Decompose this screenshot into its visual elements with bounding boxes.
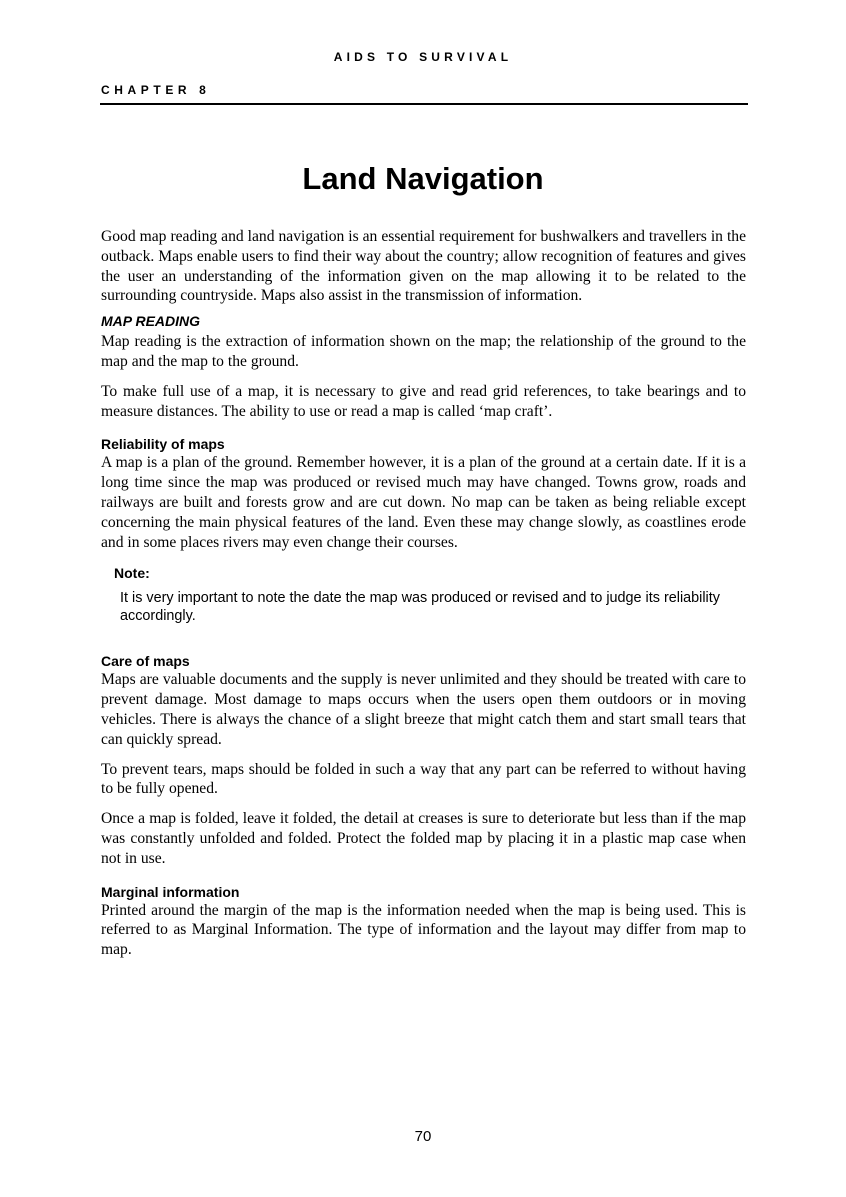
reliability-paragraph: A map is a plan of the ground. Remember however, it is a plan of the ground at a certain date. If it is a long time since the map was produced or revised much may have changed. Towns grow, roads and railways are built and forests grow and are cut down. No map can be taken as being reliable except concerning the main physical features of the land. Even these may change slowly, as coastlines erode and in some places rivers may even change their courses. xyxy=(101,454,746,551)
marginal-heading: Marginal information xyxy=(101,883,240,900)
reliability-heading: Reliability of maps xyxy=(101,436,225,453)
note-label: Note: xyxy=(114,565,150,582)
map-reading-paragraph-2: To make full use of a map, it is necessary to give and read grid references, to take bearings and to measure distances. The ability to use or read a map is called ‘map craft’. xyxy=(101,382,746,420)
header-rule xyxy=(100,103,748,105)
note-box xyxy=(114,564,746,625)
intro-paragraph: Good map reading and land navigation is an essential requirement for bushwalkers and travellers in the outback. Maps enable users to find their way about the country; allow recognition of features and gives the user an understanding of the information given on the map allowing it to be related to the surrounding countryside. Maps also assist in the transmission of information. xyxy=(101,228,746,305)
page-title: Land Navigation xyxy=(302,161,544,196)
care-paragraph-3: Once a map is folded, leave it folded, the detail at creases is sure to deteriorate but less than if the map was constantly unfolded and folded. Protect the folded map by placing it in a plastic map case when not in use. xyxy=(101,810,746,867)
map-reading-heading: MAP READING xyxy=(101,313,201,330)
page-number: 70 xyxy=(414,1128,432,1145)
running-header: AIDS TO SURVIVAL xyxy=(333,50,513,64)
marginal-paragraph: Printed around the margin of the map is the information needed when the map is being used. This is referred to as Marginal Information. The type of information and the layout may differ from map to map. xyxy=(101,901,746,959)
care-paragraph-1: Maps are valuable documents and the supply is never unlimited and they should be treated with care to prevent damage. Most damage to maps occurs when the users open them outdoors or in moving vehicles. There is always the chance of a slight breeze that might catch them and start small tears that can quickly spread. xyxy=(101,671,746,748)
chapter-label: CHAPTER 8 xyxy=(101,83,211,97)
map-reading-paragraph-1: Map reading is the extraction of information shown on the map; the relationship of the ground to the map and the map to the ground. xyxy=(101,333,746,370)
body-content xyxy=(101,227,746,960)
care-paragraph-2: To prevent tears, maps should be folded in such a way that any part can be referred to without having to be fully opened. xyxy=(101,760,746,798)
note-text: It is very important to note the date the map was produced or revised and to judge its reliability accordingly. xyxy=(120,590,720,625)
care-heading: Care of maps xyxy=(101,653,190,670)
